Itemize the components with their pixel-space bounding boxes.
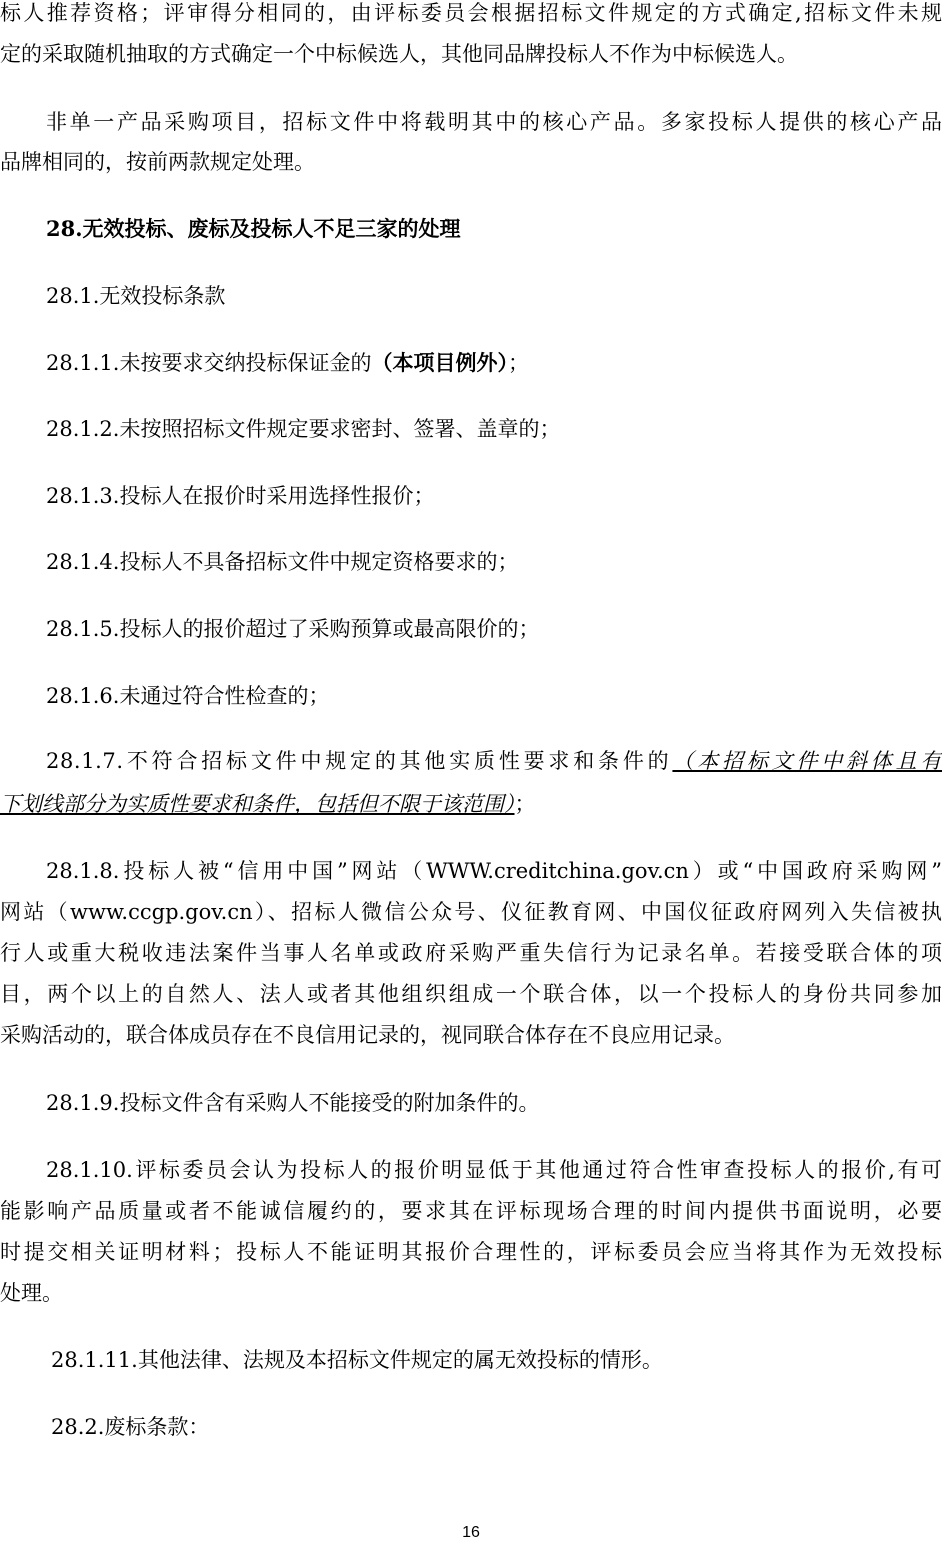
paragraph-line: 品牌相同的，按前两款规定处理。 <box>0 150 315 174</box>
list-item-28-1-7-cont <box>0 788 942 820</box>
section-heading-28: 28.无效投标、废标及投标人不足三家的处理 <box>46 216 461 241</box>
item-emphasis: （本项目例外） <box>371 350 508 375</box>
item-punct: ； <box>507 351 529 375</box>
item-text: 28.1.1.未按要求交纳投标保证金的 <box>46 351 372 375</box>
list-item-28-1-1 <box>0 347 942 379</box>
subsection-heading-28-1: 28.1.无效投标条款 <box>46 284 226 308</box>
list-item-28-1-2: 28.1.2.未按照招标文件规定要求密封、签署、盖章的； <box>46 417 561 441</box>
item-text: 28.1.7.不符合招标文件中规定的其他实质性要求和条件的 <box>46 749 673 773</box>
item-punct: ； <box>514 792 536 816</box>
list-item-28-1-6: 28.1.6.未通过符合性检查的； <box>46 684 330 708</box>
list-item-28-1-11: 28.1.11.其他法律、法规及本招标文件规定的属无效投标的情形。 <box>51 1348 663 1372</box>
list-item-28-1-3: 28.1.3.投标人在报价时采用选择性报价； <box>46 484 435 508</box>
paragraph-line: 处理。 <box>0 1281 63 1305</box>
paragraph-line: 目，两个以上的自然人、法人或者其他组织组成一个联合体，以一个投标人的身份共同参加 <box>0 982 942 1006</box>
list-item-28-1-8: 28.1.8.投标人被“信用中国”网站（WWW.creditchina.gov.cn）或“中国政府采购网” <box>46 859 942 883</box>
list-item-28-1-7 <box>0 745 942 777</box>
paragraph-line: 非单一产品采购项目，招标文件中将载明其中的核心产品。多家投标人提供的核心产品 <box>46 110 942 134</box>
paragraph-line: 时提交相关证明材料；投标人不能证明其报价合理性的，评标委员会应当将其作为无效投标 <box>0 1240 942 1264</box>
subsection-heading-28-2: 28.2.废标条款： <box>51 1415 210 1439</box>
paragraph-line: 标人推荐资格；评审得分相同的，由评标委员会根据招标文件规定的方式确定,招标文件未规 <box>0 1 942 25</box>
list-item-28-1-4: 28.1.4.投标人不具备招标文件中规定资格要求的； <box>46 550 519 574</box>
paragraph-line: 行人或重大税收违法案件当事人名单或政府采购严重失信行为记录名单。若接受联合体的项 <box>0 941 942 965</box>
list-item-28-1-9: 28.1.9.投标文件含有采购人不能接受的附加条件的。 <box>46 1091 540 1115</box>
item-emphasis: （本招标文件中斜体且有 <box>672 749 942 773</box>
paragraph-line: 网站（www.ccgp.gov.cn）、招标人微信公众号、仪征教育网、中国仪征政府网列入失信被执 <box>0 900 942 924</box>
page-number: 16 <box>462 1524 480 1541</box>
paragraph-line: 采购活动的，联合体成员存在不良信用记录的，视同联合体存在不良应用记录。 <box>0 1023 735 1047</box>
list-item-28-1-5: 28.1.5.投标人的报价超过了采购预算或最高限价的； <box>46 617 540 641</box>
item-emphasis: 下划线部分为实质性要求和条件，包括但不限于该范围） <box>0 792 515 816</box>
list-item-28-1-10: 28.1.10.评标委员会认为投标人的报价明显低于其他通过符合性审查投标人的报价,有可 <box>46 1158 942 1182</box>
paragraph-line: 定的采取随机抽取的方式确定一个中标候选人，其他同品牌投标人不作为中标候选人。 <box>0 42 798 66</box>
paragraph-line: 能影响产品质量或者不能诚信履约的，要求其在评标现场合理的时间内提供书面说明，必要 <box>0 1199 942 1223</box>
